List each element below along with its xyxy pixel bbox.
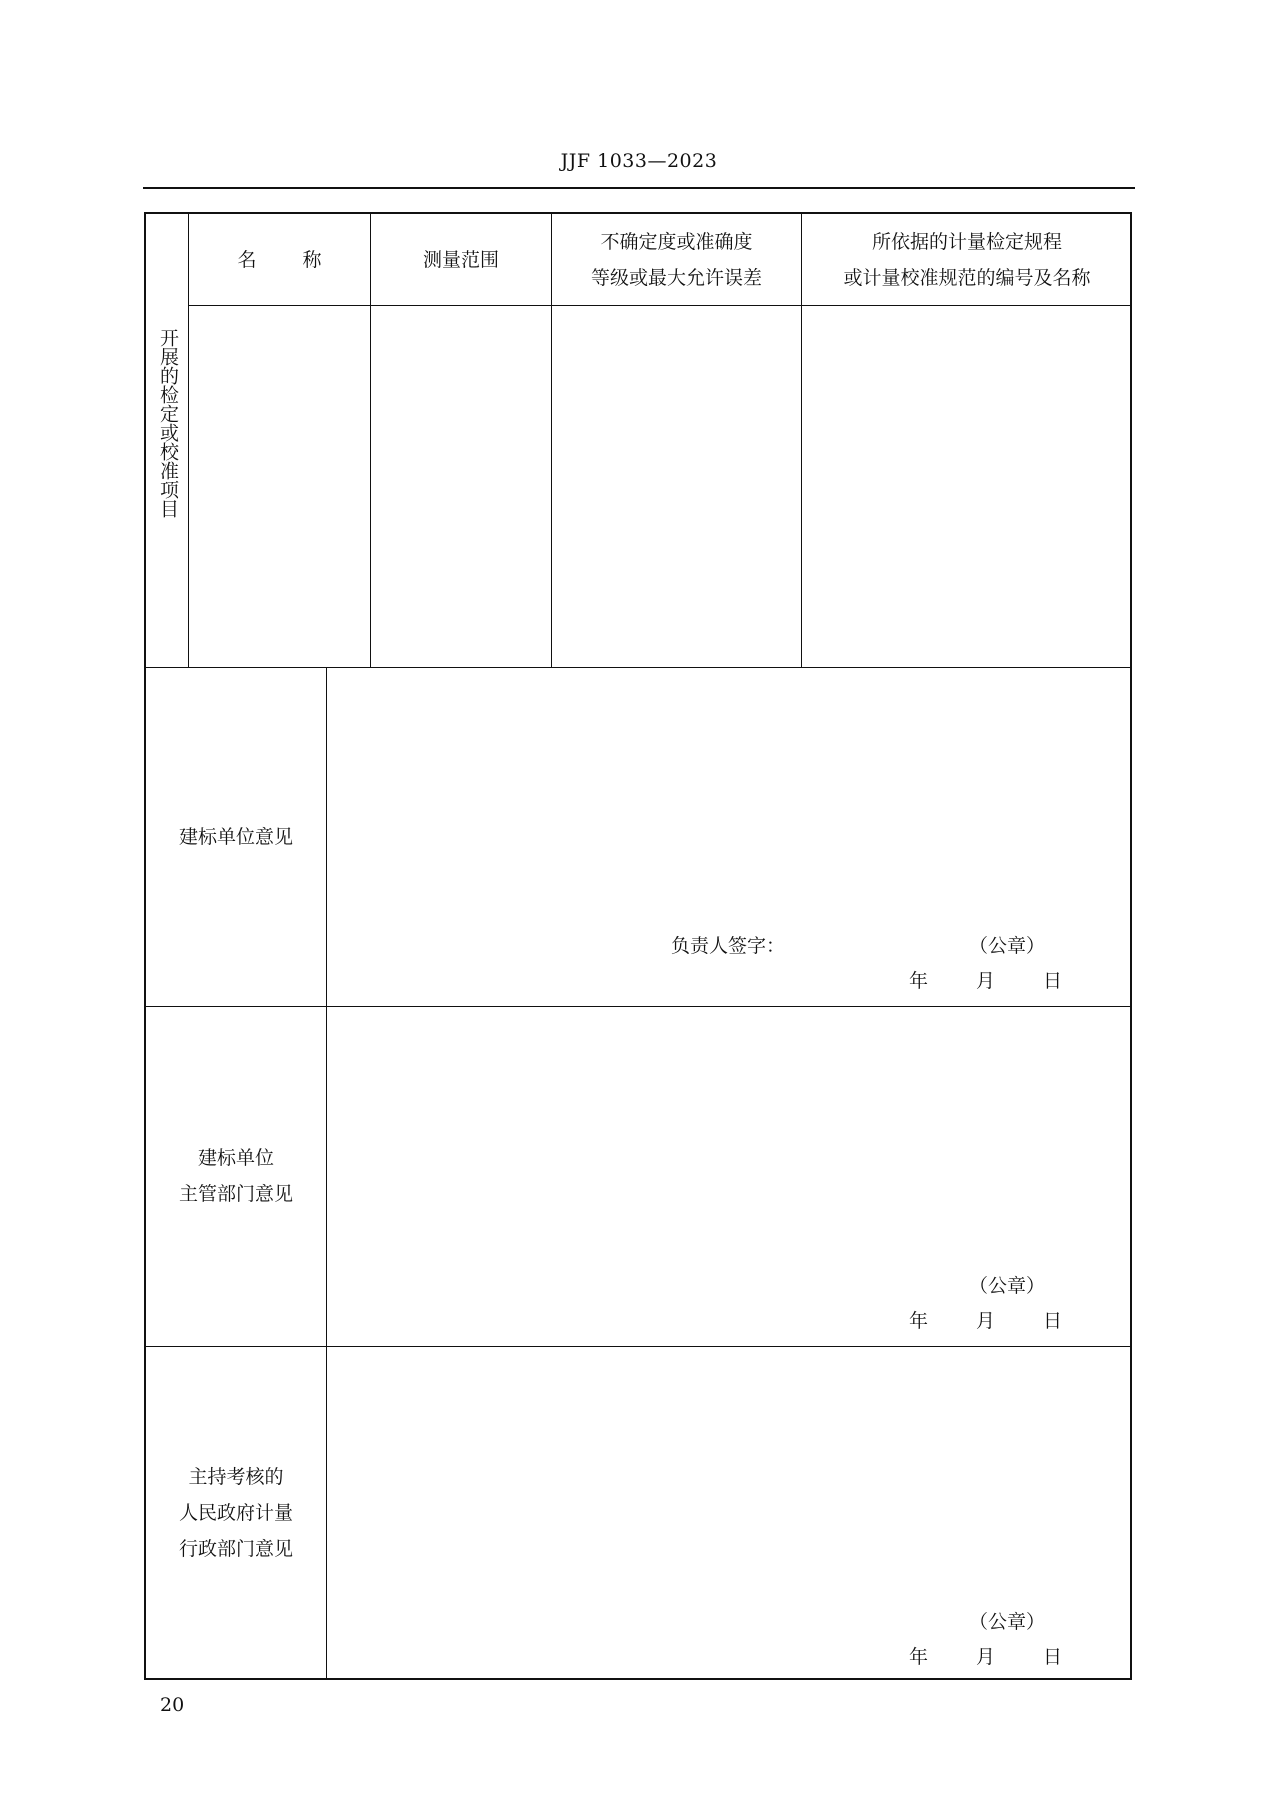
opinion-1-label: 建标单位意见 xyxy=(178,825,293,848)
opinion-1-date-day: 日 xyxy=(1043,970,1063,992)
opinion-3-date-month: 月 xyxy=(976,1646,996,1668)
opinion-2-date-day: 日 xyxy=(1043,1310,1063,1332)
items-header-divider xyxy=(188,305,1132,306)
header-rule xyxy=(143,187,1135,189)
col-header-range: 测量范围 xyxy=(422,248,499,271)
opinion-3-divider xyxy=(326,1346,327,1680)
opinion-3-date-year: 年 xyxy=(909,1646,929,1668)
items-side-label: 开展的检定或校准项目 xyxy=(157,328,179,518)
opinion-1-divider xyxy=(326,667,327,1006)
opinion-2-date-month: 月 xyxy=(976,1310,996,1332)
standard-code-header: JJF 1033—2023 xyxy=(560,150,718,172)
application-form-table xyxy=(144,212,1132,1680)
opinion-1-date-year: 年 xyxy=(909,970,929,992)
opinion-1-seal: （公章） xyxy=(969,935,1046,957)
col-header-name xyxy=(189,214,370,305)
opinion-2-label: 建标单位 主管部门意见 xyxy=(178,1147,293,1205)
opinion-2-date-year: 年 xyxy=(909,1310,929,1332)
opinion-1-signature-label: 负责人签字： xyxy=(671,935,786,957)
page-number: 20 xyxy=(160,1694,185,1716)
col-header-name-part2: 称 xyxy=(302,248,322,271)
opinion-1-date-month: 月 xyxy=(976,970,996,992)
opinion-3-label: 主持考核的 人民政府计量 行政部门意见 xyxy=(178,1466,293,1560)
opinion-2-seal: （公章） xyxy=(969,1275,1046,1297)
col-header-name-part1: 名 xyxy=(237,248,257,271)
opinion-3-date-day: 日 xyxy=(1043,1646,1063,1668)
col-header-uncertainty: 不确定度或准确度 等级或最大允许误差 xyxy=(590,230,762,289)
col-header-regulation: 所依据的计量检定规程 或计量校准规范的编号及名称 xyxy=(843,230,1091,289)
opinion-3-seal: （公章） xyxy=(969,1611,1046,1633)
opinion-2-divider xyxy=(326,1006,327,1346)
